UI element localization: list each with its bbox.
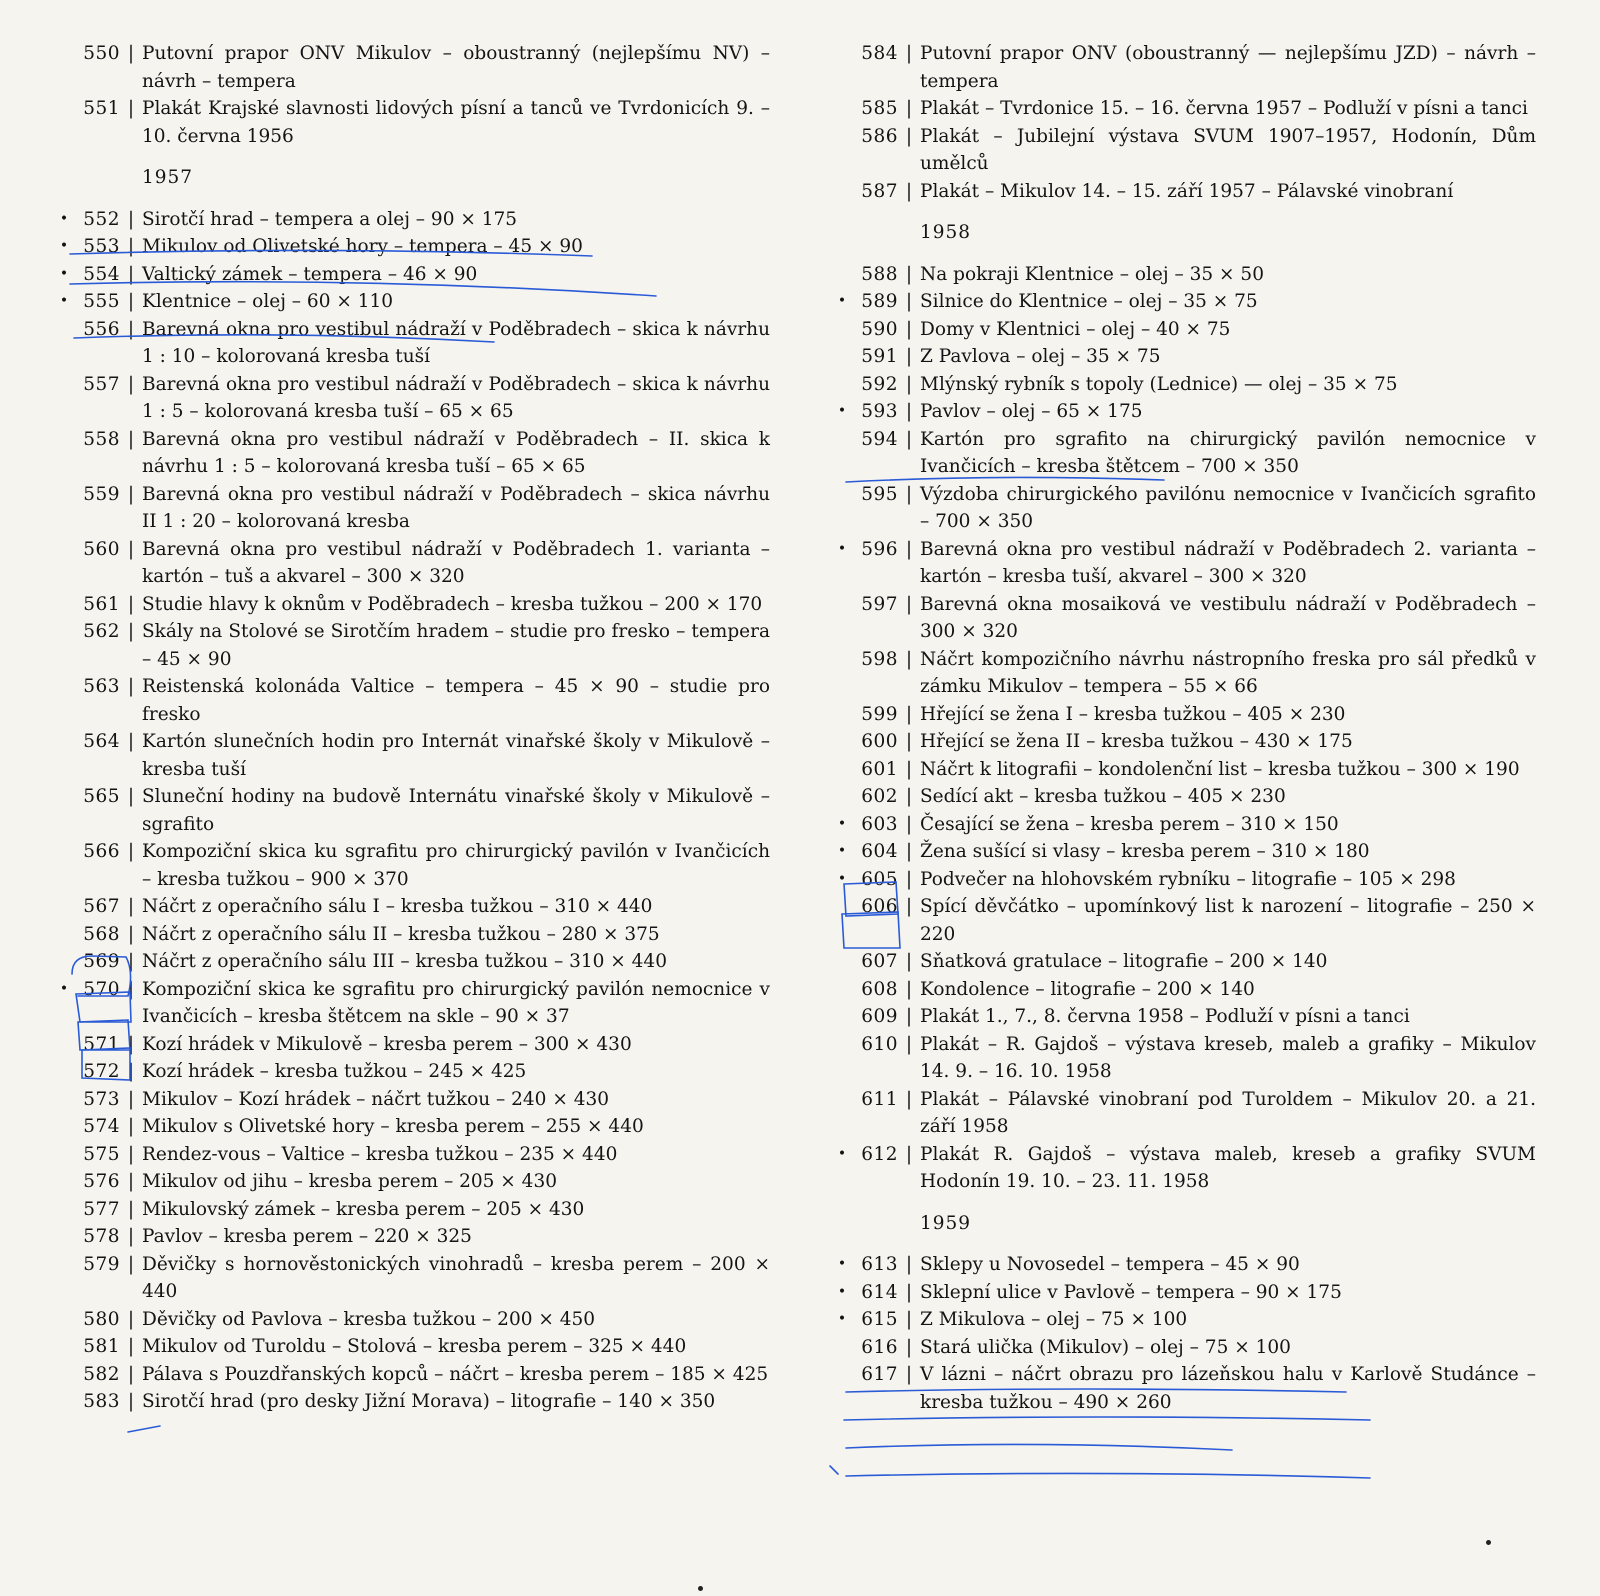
entry-number: 616 [861, 1336, 898, 1358]
entry-text: Barevná okna mosaiková ve vestibulu nádraží v Poděbradech – 300 × 320 [920, 593, 1536, 642]
entry-number: 595 [861, 483, 898, 505]
catalog-entry [58, 426, 770, 481]
catalog-entry [836, 783, 1536, 811]
entry-text: Děvičky od Pavlova – kresba tužkou – 200 × 450 [142, 1308, 596, 1330]
year-heading: 1957 [142, 167, 194, 188]
catalog-entry [58, 536, 770, 591]
separator: | [905, 373, 913, 395]
catalog-entry [836, 1361, 1536, 1416]
entry-number: 552 [83, 208, 120, 230]
catalog-entry [836, 426, 1536, 481]
entry-number: 566 [83, 841, 120, 862]
entry-number: 569 [83, 951, 120, 972]
separator: | [127, 1061, 135, 1082]
entry-number: 577 [83, 1198, 120, 1220]
separator: | [905, 291, 913, 312]
separator: | [127, 1391, 135, 1412]
entry-text: Barevná okna pro vestibul nádraží v Poděbradech 1. varianta – kartón – tuš a akvarel – 300 × 320 [142, 538, 770, 587]
entry-number: 554 [83, 263, 120, 285]
right-column [836, 40, 1536, 1416]
catalog-entry [58, 591, 770, 619]
entry-text: Putovní prapor ONV Mikulov – oboustranný (nejlepšímu NV) – návrh – tempera [142, 43, 770, 92]
entry-text: Sňatková gratulace – litografie – 200 × 140 [920, 951, 1328, 972]
catalog-entry [58, 261, 770, 289]
year-heading: 1958 [920, 222, 972, 243]
bullet-marker: • [59, 210, 69, 227]
catalog-entry [58, 783, 770, 838]
catalog-entry [836, 976, 1536, 1004]
entry-text: Rendez-vous – Valtice – kresba tužkou – 235 × 440 [142, 1143, 618, 1165]
catalog-entry [58, 948, 770, 976]
catalog-entry [836, 1279, 1536, 1307]
entry-text: Domy v Klentnici – olej – 40 × 75 [920, 318, 1231, 340]
separator: | [127, 1088, 135, 1110]
separator: | [127, 593, 135, 615]
separator: | [905, 1309, 913, 1330]
entry-text: Sirotčí hrad (pro desky Jižní Morava) – litografie – 140 × 350 [142, 1391, 716, 1412]
entry-number: 612 [861, 1143, 898, 1165]
catalog-entry [58, 673, 770, 728]
bullet-marker: • [837, 1283, 847, 1300]
entry-text: Skály na Stolové se Sirotčím hradem – studie pro fresko – tempera – 45 × 90 [142, 621, 770, 670]
catalog-entry [58, 976, 770, 1031]
separator: | [905, 703, 913, 725]
catalog-entry [836, 838, 1536, 866]
entry-text: Sedící akt – kresba tužkou – 405 × 230 [920, 786, 1286, 807]
catalog-entry [836, 866, 1536, 894]
catalog-entry [58, 316, 770, 371]
separator: | [127, 1143, 135, 1165]
catalog-entry [58, 288, 770, 316]
catalog-entry [58, 921, 770, 949]
separator: | [905, 538, 913, 560]
entry-text: Mikulov od Turoldu – Stolová – kresba perem – 325 × 440 [142, 1336, 687, 1357]
separator: | [127, 98, 135, 119]
catalog-entry [836, 178, 1536, 206]
separator: | [905, 1281, 913, 1303]
catalog-entry [836, 701, 1536, 729]
bullet-marker: • [59, 238, 69, 254]
entry-number: 614 [861, 1281, 898, 1303]
catalog-entry [836, 646, 1536, 701]
bullet-marker: • [837, 1256, 847, 1272]
catalog-entry [58, 1058, 770, 1086]
entry-number: 575 [83, 1143, 120, 1165]
entry-number: 597 [861, 593, 898, 615]
separator: | [127, 1308, 135, 1330]
entry-number: 572 [83, 1061, 120, 1082]
entry-number: 617 [861, 1364, 898, 1385]
entry-number: 600 [861, 731, 898, 752]
entry-number: 555 [83, 291, 120, 312]
catalog-entry [836, 123, 1536, 178]
entry-text: Sluneční hodiny na budově Internátu vinařské školy v Mikulově – sgrafito [142, 786, 770, 835]
entry-text: Barevná okna pro vestibul nádraží v Poděbradech 2. varianta – kartón – kresba tuší, akvarel – 300 × 320 [920, 538, 1536, 587]
entry-number: 574 [83, 1116, 120, 1137]
entry-text: Hřející se žena II – kresba tužkou – 430 × 175 [920, 731, 1353, 752]
year-heading: 1959 [920, 1212, 972, 1234]
separator: | [127, 373, 135, 395]
separator: | [905, 1088, 913, 1110]
entry-text: Mikulov od Olivetské hory – tempera – 45 × 90 [142, 236, 583, 257]
left-column [58, 40, 770, 1416]
bullet-marker: • [59, 980, 69, 997]
entry-text: Náčrt k litografii – kondolenční list – kresba tužkou – 300 × 190 [920, 758, 1520, 780]
bullet-marker: • [837, 870, 847, 887]
entry-text: Kondolence – litografie – 200 × 140 [920, 978, 1255, 1000]
entry-number: 556 [83, 318, 120, 340]
separator: | [127, 978, 135, 1000]
entry-number: 594 [861, 428, 898, 450]
entry-number: 598 [861, 648, 898, 670]
catalog-entry [836, 40, 1536, 95]
entry-text: Podvečer na hlohovském rybníku – litografie – 105 × 298 [920, 868, 1456, 890]
entry-number: 585 [861, 98, 898, 119]
separator: | [905, 868, 913, 890]
separator: | [905, 483, 913, 505]
entry-text: Plakát – Tvrdonice 15. – 16. června 1957 – Podluží v písni a tanci [920, 98, 1528, 119]
catalog-entry [58, 838, 770, 893]
entry-number: 582 [83, 1363, 120, 1385]
separator: | [905, 731, 913, 752]
entry-text: V lázni – náčrt obrazu pro lázeňskou halu v Karlově Studánce – kresba tužkou – 490 × 260 [920, 1364, 1536, 1413]
entry-text: Mlýnský rybník s topoly (Lednice) — olej – 35 × 75 [920, 373, 1398, 395]
catalog-entry [836, 811, 1536, 839]
entry-number: 563 [83, 676, 120, 697]
entry-number: 571 [83, 1033, 120, 1055]
stray-dot [1486, 1540, 1491, 1545]
separator: | [127, 428, 135, 450]
entry-number: 568 [83, 923, 120, 945]
entry-number: 602 [861, 786, 898, 807]
entry-text: Plakát 1., 7., 8. června 1958 – Podluží v písni a tanci [920, 1006, 1410, 1027]
catalog-entry [836, 893, 1536, 948]
entry-number: 586 [861, 125, 898, 147]
stray-dot [698, 1586, 703, 1591]
bullet-marker: • [837, 815, 847, 832]
entry-text: Plakát – R. Gajdoš – výstava kreseb, maleb a grafiky – Mikulov 14. 9. – 16. 10. 1958 [920, 1033, 1536, 1082]
separator: | [127, 1116, 135, 1137]
entry-text: Barevná okna pro vestibul nádraží v Poděbradech – skica k návrhu 1 : 5 – kolorovaná kresba tuší – 65 × 65 [142, 373, 770, 422]
separator: | [127, 1253, 135, 1275]
entry-number: 606 [861, 896, 898, 917]
separator: | [905, 43, 913, 64]
separator: | [127, 951, 135, 972]
separator: | [905, 1033, 913, 1055]
separator: | [127, 236, 135, 257]
bullet-marker: • [837, 1145, 847, 1162]
separator: | [905, 346, 913, 367]
entry-text: Kompoziční skica ku sgrafitu pro chirurgický pavilón v Ivančicích – kresba tužkou – 900 × 370 [142, 841, 770, 890]
catalog-entry [58, 481, 770, 536]
entry-text: Sirotčí hrad – tempera a olej – 90 × 175 [142, 208, 518, 230]
catalog-entry [58, 233, 770, 261]
separator: | [905, 896, 913, 917]
tick-582 [128, 1426, 160, 1432]
entry-text: Kozí hrádek v Mikulově – kresba perem – 300 × 430 [142, 1033, 632, 1055]
catalog-entry [836, 371, 1536, 399]
catalog-entry [836, 481, 1536, 536]
catalog-entry [836, 756, 1536, 784]
entry-text: Barevná okna pro vestibul nádraží v Poděbradech – II. skica k návrhu 1 : 5 – kolorovaná kresba tuší – 65 × 65 [142, 428, 770, 477]
catalog-entry [58, 95, 770, 150]
entry-text: Hřející se žena I – kresba tužkou – 405 × 230 [920, 703, 1346, 725]
entry-number: 588 [861, 263, 898, 285]
entry-number: 557 [83, 373, 120, 395]
separator: | [905, 813, 913, 835]
entry-text: Stará ulička (Mikulov) – olej – 75 × 100 [920, 1336, 1291, 1358]
entry-number: 562 [83, 621, 120, 642]
separator: | [127, 786, 135, 807]
entry-number: 613 [861, 1254, 898, 1275]
separator: | [905, 263, 913, 285]
catalog-entry [58, 1388, 770, 1416]
entry-number: 589 [861, 291, 898, 312]
entry-text: Výzdoba chirurgického pavilónu nemocnice v Ivančicích sgrafito – 700 × 350 [920, 483, 1536, 532]
entry-number: 587 [861, 180, 898, 202]
entry-text: Pavlov – olej – 65 × 175 [920, 401, 1143, 422]
entry-number: 559 [83, 483, 120, 505]
entry-number: 599 [861, 703, 898, 725]
catalog-entry [836, 288, 1536, 316]
entry-text: Barevná okna pro vestibul nádraží v Poděbradech – skica návrhu II 1 : 20 – kolorovaná kresba [142, 483, 770, 532]
catalog-entry [58, 1333, 770, 1361]
catalog-entry [58, 1031, 770, 1059]
separator: | [127, 1336, 135, 1357]
entry-text: Na pokraji Klentnice – olej – 35 × 50 [920, 263, 1264, 285]
entry-text: Putovní prapor ONV (oboustranný — nejlepšímu JZD) – návrh – tempera [920, 43, 1536, 92]
catalog-entry [58, 206, 770, 234]
entry-text: Mikulov s Olivetské hory – kresba perem – 255 × 440 [142, 1116, 644, 1137]
separator: | [905, 1254, 913, 1275]
catalog-entry [58, 1306, 770, 1334]
underline-614 [844, 1417, 1370, 1420]
separator: | [127, 676, 135, 697]
catalog-entry [836, 948, 1536, 976]
separator: | [905, 1143, 913, 1165]
separator: | [905, 1336, 913, 1358]
catalog-entry [58, 1086, 770, 1114]
entry-text: Sklepy u Novosedel – tempera – 45 × 90 [920, 1254, 1300, 1275]
entry-number: 604 [861, 841, 898, 862]
separator: | [127, 731, 135, 752]
separator: | [127, 483, 135, 505]
separator: | [905, 125, 913, 147]
separator: | [905, 841, 913, 862]
bullet-marker: • [837, 540, 847, 557]
catalog-entry [58, 40, 770, 95]
separator: | [127, 1033, 135, 1055]
separator: | [127, 318, 135, 340]
bullet-marker: • [59, 265, 69, 282]
separator: | [127, 1198, 135, 1220]
entry-number: 596 [861, 538, 898, 560]
entry-number: 553 [83, 236, 120, 257]
bullet-marker: • [837, 1311, 847, 1327]
entry-text: Mikulovský zámek – kresba perem – 205 × 430 [142, 1198, 585, 1220]
separator: | [127, 1171, 135, 1192]
separator: | [905, 978, 913, 1000]
catalog-entry [58, 1168, 770, 1196]
entry-text: Reistenská kolonáda Valtice – tempera – 45 × 90 – studie pro fresko [142, 676, 770, 725]
entry-number: 584 [861, 43, 898, 64]
separator: | [905, 428, 913, 450]
bullet-marker: • [59, 293, 69, 309]
entry-number: 580 [83, 1308, 120, 1330]
separator: | [127, 1226, 135, 1247]
entry-text: Plakát R. Gajdoš – výstava maleb, kreseb a grafiky SVUM Hodonín 19. 10. – 23. 11. 1958 [920, 1143, 1536, 1192]
catalog-entry [836, 536, 1536, 591]
separator: | [127, 621, 135, 642]
entry-number: 610 [861, 1033, 898, 1055]
entry-number: 579 [83, 1253, 120, 1275]
entry-text: Náčrt z operačního sálu I – kresba tužkou – 310 × 440 [142, 896, 653, 917]
entry-number: 578 [83, 1226, 120, 1247]
catalog-entry [836, 591, 1536, 646]
separator: | [905, 401, 913, 422]
separator: | [127, 1363, 135, 1385]
entry-number: 565 [83, 786, 120, 807]
separator: | [127, 923, 135, 945]
entry-number: 591 [861, 346, 898, 367]
entry-text: Mikulov – Kozí hrádek – náčrt tužkou – 240 × 430 [142, 1088, 610, 1110]
entry-number: 560 [83, 538, 120, 560]
separator: | [905, 1364, 913, 1385]
entry-number: 605 [861, 868, 898, 890]
separator: | [905, 951, 913, 972]
separator: | [905, 593, 913, 615]
separator: | [905, 180, 913, 202]
entry-text: Plakát – Jubilejní výstava SVUM 1907–1957, Hodonín, Dům umělců [920, 125, 1536, 174]
entry-text: Děvičky s hornověstonických vinohradů – kresba perem – 200 × 440 [142, 1253, 770, 1302]
bullet-marker: • [837, 843, 847, 859]
separator: | [127, 43, 135, 64]
entry-number: 567 [83, 896, 120, 917]
entry-text: Z Pavlova – olej – 35 × 75 [920, 346, 1161, 367]
entry-text: Valtický zámek – tempera – 46 × 90 [142, 263, 478, 285]
entry-number: 590 [861, 318, 898, 340]
entry-text: Klentnice – olej – 60 × 110 [142, 291, 394, 312]
entry-number: 564 [83, 731, 120, 752]
entry-text: Náčrt kompozičního návrhu nástropního freska pro sál předků v zámku Mikulov – tempera – 55 × 66 [920, 648, 1536, 697]
entry-text: Náčrt z operačního sálu II – kresba tužkou – 280 × 375 [142, 923, 660, 945]
catalog-entry [58, 1141, 770, 1169]
underline-616 [846, 1473, 1370, 1478]
separator: | [905, 1006, 913, 1027]
separator: | [905, 318, 913, 340]
separator: | [905, 648, 913, 670]
entry-number: 558 [83, 428, 120, 450]
separator: | [127, 291, 135, 312]
catalog-entry [836, 1306, 1536, 1334]
catalog-entry [836, 398, 1536, 426]
entry-number: 603 [861, 813, 898, 835]
entry-number: 601 [861, 758, 898, 780]
separator: | [127, 263, 135, 285]
separator: | [905, 786, 913, 807]
entry-text: Náčrt z operačního sálu III – kresba tužkou – 310 × 440 [142, 951, 667, 972]
underline-615 [846, 1444, 1232, 1450]
catalog-entry [58, 893, 770, 921]
separator: | [127, 841, 135, 862]
catalog-entry [58, 728, 770, 783]
catalog-entry [836, 728, 1536, 756]
entry-text: Žena sušící si vlasy – kresba perem – 310 × 180 [920, 841, 1370, 862]
entry-text: Česající se žena – kresba perem – 310 × 150 [920, 813, 1339, 835]
tick-616 [830, 1466, 838, 1474]
entry-text: Pavlov – kresba perem – 220 × 325 [142, 1226, 472, 1247]
catalog-entry [836, 1031, 1536, 1086]
entry-number: 573 [83, 1088, 120, 1110]
catalog-entry [836, 1003, 1536, 1031]
bullet-marker: • [837, 403, 847, 419]
entry-number: 576 [83, 1171, 120, 1192]
entry-text: Studie hlavy k oknům v Poděbradech – kresba tužkou – 200 × 170 [142, 593, 763, 615]
entry-text: Spící děvčátko – upomínkový list k narození – litografie – 250 × 220 [920, 896, 1536, 945]
separator: | [127, 208, 135, 230]
bullet-marker: • [837, 293, 847, 309]
catalog-entry [58, 1361, 770, 1389]
entry-number: 609 [861, 1006, 898, 1027]
entry-number: 592 [861, 373, 898, 395]
entry-number: 550 [83, 43, 120, 64]
separator: | [905, 98, 913, 119]
entry-text: Plakát – Mikulov 14. – 15. září 1957 – Pálavské vinobraní [920, 180, 1454, 202]
entry-text: Kartón slunečních hodin pro Internát vinařské školy v Mikulově – kresba tuší [142, 731, 770, 780]
entry-number: 608 [861, 978, 898, 1000]
entry-number: 561 [83, 593, 120, 615]
catalog-entry [58, 1223, 770, 1251]
entry-text: Plakát Krajské slavnosti lidových písní a tanců ve Tvrdonicích 9. – 10. června 1956 [142, 98, 770, 147]
entry-text: Kozí hrádek – kresba tužkou – 245 × 425 [142, 1061, 527, 1082]
entry-text: Silnice do Klentnice – olej – 35 × 75 [920, 291, 1258, 312]
separator: | [127, 896, 135, 917]
entry-number: 570 [83, 978, 120, 1000]
entry-text: Pálava s Pouzdřanských kopců – náčrt – kresba perem – 185 × 425 [142, 1363, 769, 1385]
entry-number: 607 [861, 951, 898, 972]
catalog-entry [58, 1113, 770, 1141]
separator: | [905, 758, 913, 780]
entry-number: 593 [861, 401, 898, 422]
entry-number: 615 [861, 1309, 898, 1330]
catalog-entry [836, 1334, 1536, 1362]
entry-text: Sklepní ulice v Pavlově – tempera – 90 × 175 [920, 1281, 1342, 1303]
separator: | [127, 538, 135, 560]
entry-number: 611 [861, 1088, 898, 1110]
catalog-entry [58, 1196, 770, 1224]
catalog-entry [58, 371, 770, 426]
entry-text: Kartón pro sgrafito na chirurgický pavilón nemocnice v Ivančicích – kresba štětcem – 700 × 350 [920, 428, 1536, 477]
catalog-entry [836, 95, 1536, 123]
catalog-entry [58, 1251, 770, 1306]
entry-number: 583 [83, 1391, 120, 1412]
entry-text: Z Mikulova – olej – 75 × 100 [920, 1309, 1188, 1330]
entry-number: 581 [83, 1336, 120, 1357]
entry-text: Barevná okna pro vestibul nádraží v Poděbradech – skica k návrhu 1 : 10 – kolorovaná kresba tuší [142, 318, 770, 367]
catalog-entry [836, 1251, 1536, 1279]
entry-text: Mikulov od jihu – kresba perem – 205 × 430 [142, 1171, 557, 1192]
catalog-entry [836, 1086, 1536, 1141]
entry-text: Plakát – Pálavské vinobraní pod Turoldem – Mikulov 20. a 21. září 1958 [920, 1088, 1536, 1137]
catalog-entry [836, 343, 1536, 371]
catalog-entry [836, 316, 1536, 344]
catalog-entry [836, 1141, 1536, 1196]
entry-number: 551 [83, 98, 120, 119]
catalog-entry [58, 618, 770, 673]
entry-text: Kompoziční skica ke sgrafitu pro chirurgický pavilón nemocnice v Ivančicích – kresba štětcem na skle – 90 × 37 [142, 978, 770, 1027]
catalog-entry [836, 261, 1536, 289]
